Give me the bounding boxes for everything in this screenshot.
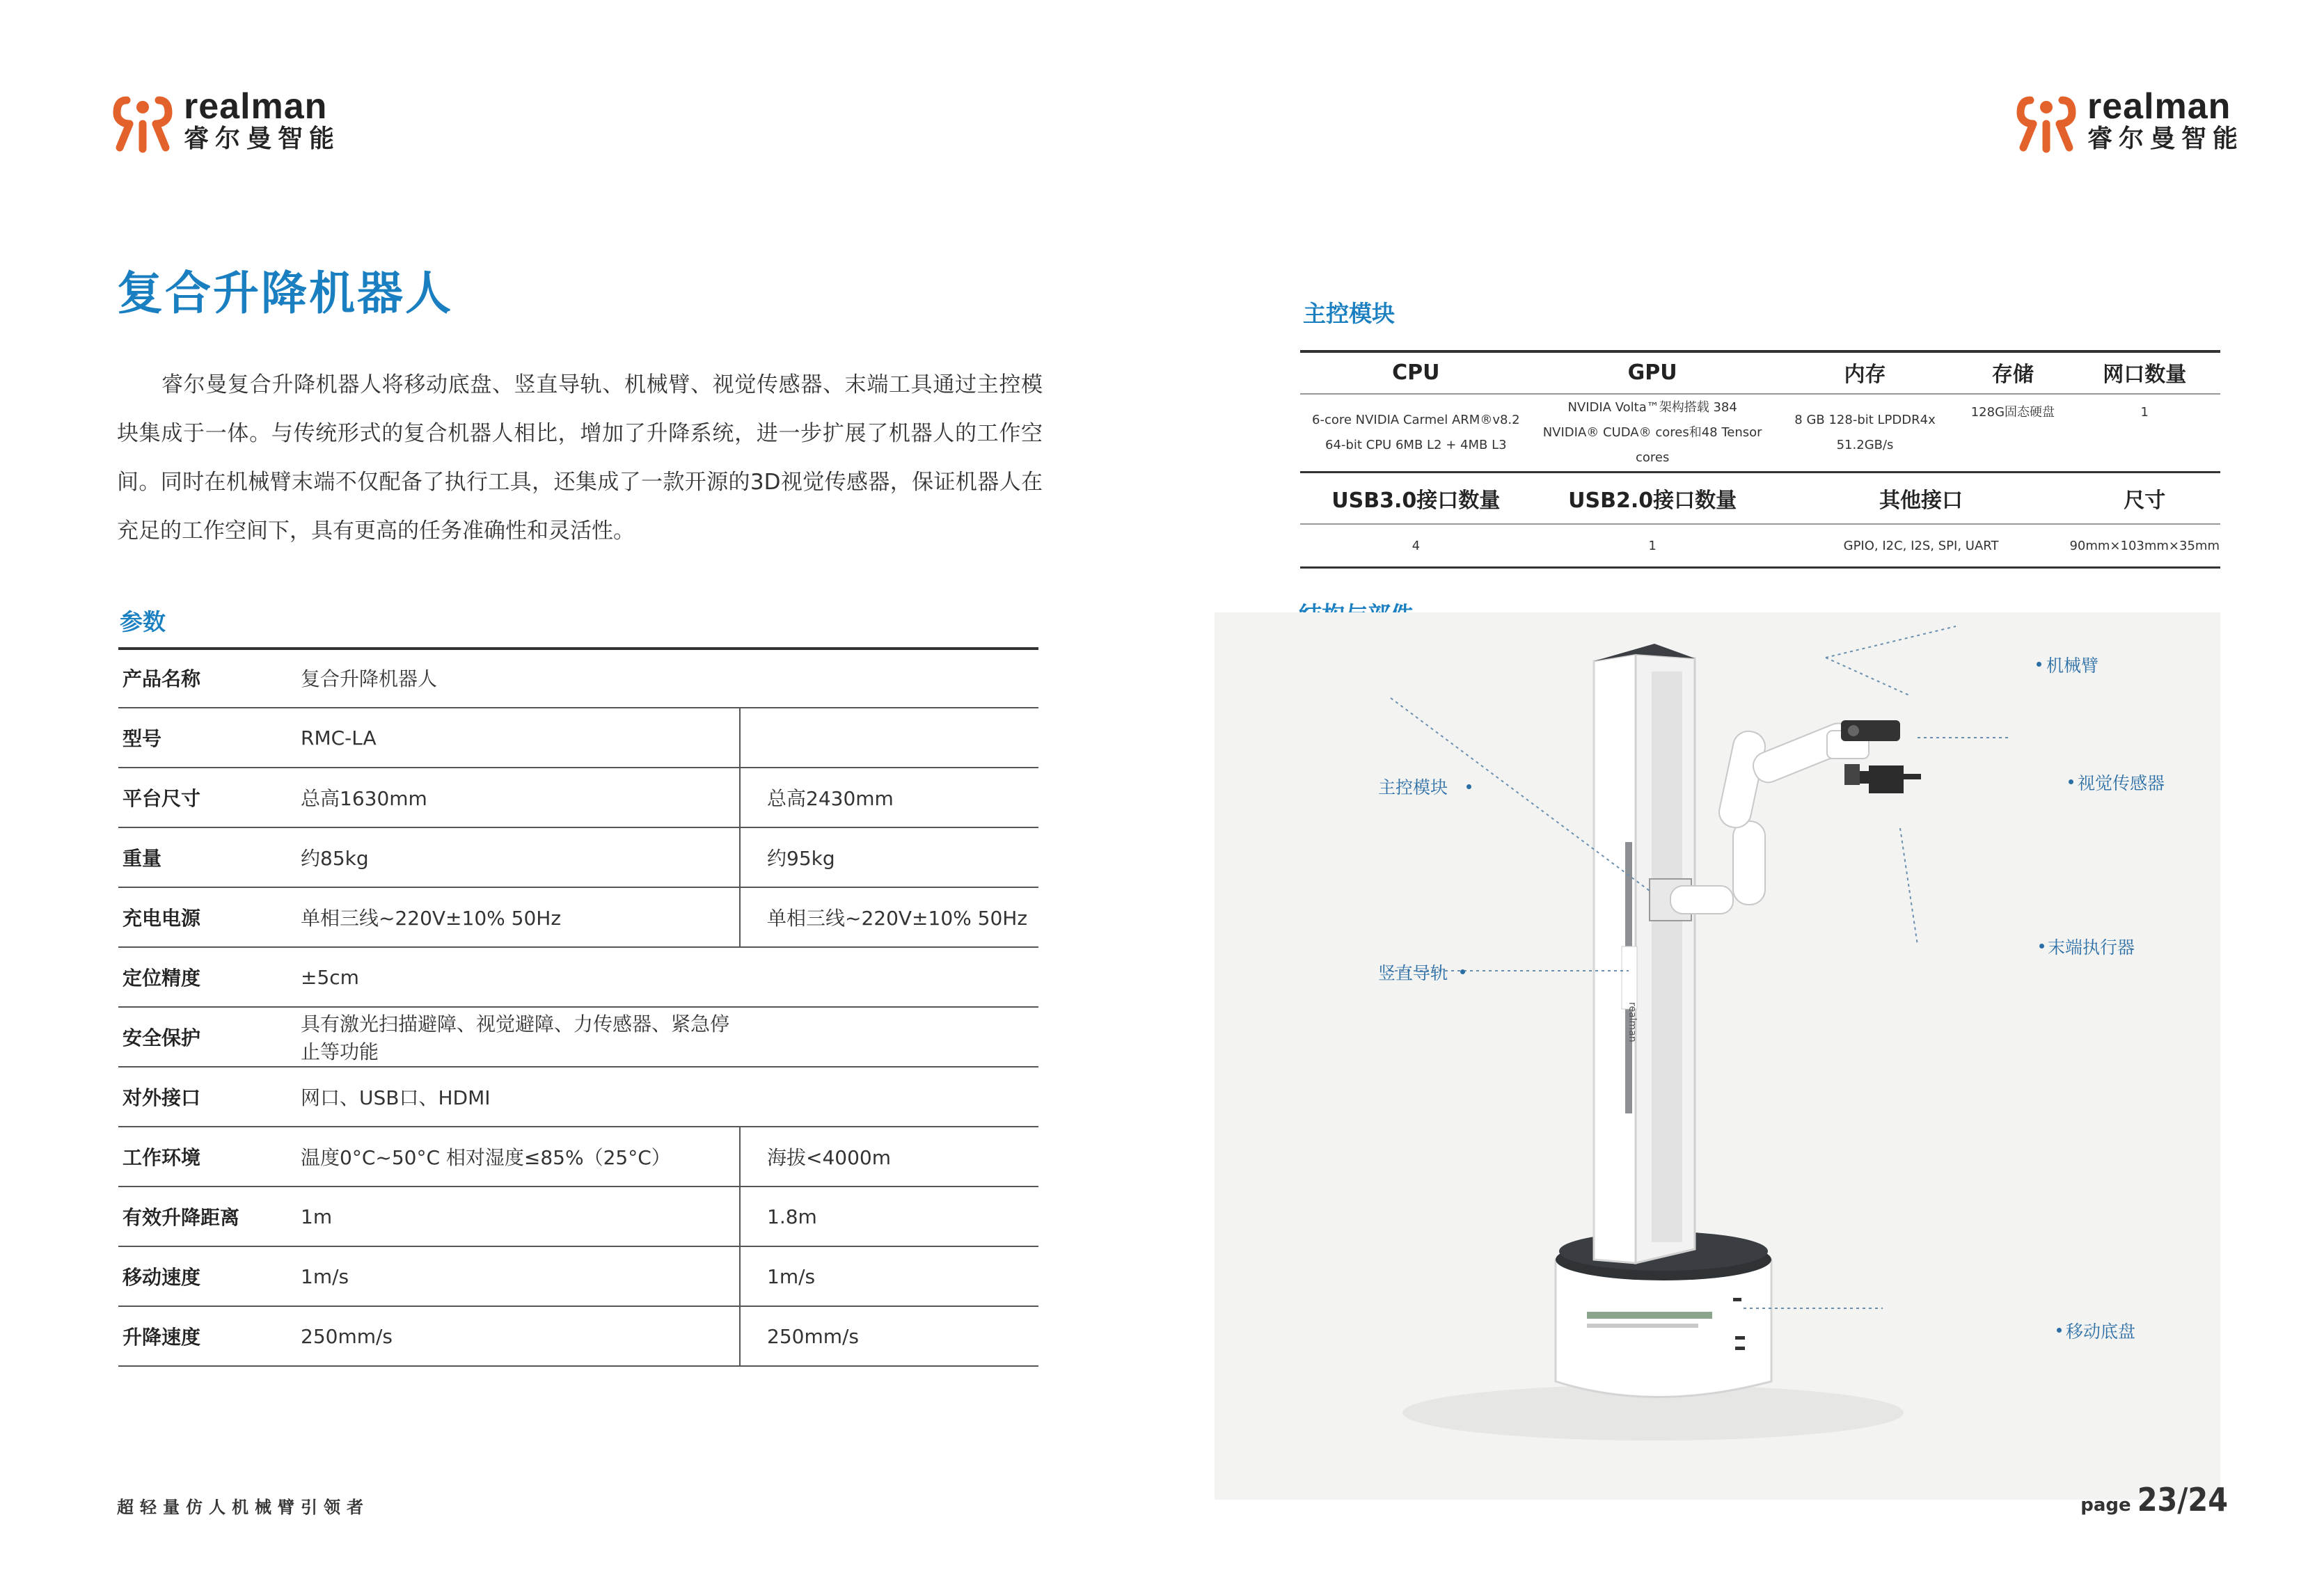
params-row (118, 768, 1038, 827)
callout-main-control: 主控模块 (1378, 777, 1448, 798)
param-label: 重量 (122, 847, 162, 870)
control-value (1532, 394, 1773, 473)
control-value-line: 8 GB 128-bit LPDDR4x (1794, 413, 1936, 427)
control-header: USB3.0接口数量 (1300, 473, 1532, 525)
control-header: 尺寸 (2069, 473, 2220, 525)
realman-logo-icon (2015, 90, 2078, 153)
param-value-1: 单相三线~220V±10% 50Hz (301, 907, 562, 930)
param-value-2 (740, 708, 1038, 768)
control-value-line: 51.2GB/s (1836, 438, 1894, 452)
control-value-line: 6-core NVIDIA Carmel ARM®v8.2 (1312, 413, 1520, 427)
params-row (118, 1127, 1038, 1187)
control-value: GPIO, I2C, I2S, SPI, UART (1773, 524, 2069, 568)
param-value-2: 海拔<4000m (740, 1127, 1038, 1187)
control-value-line: 128G固态硬盘 (1970, 405, 2055, 420)
control-value (1957, 394, 2069, 473)
params-heading: 参数 (120, 608, 166, 635)
param-label: 对外接口 (122, 1086, 201, 1109)
param-value-1: 1m/s (301, 1264, 349, 1288)
param-value-2: 单相三线~220V±10% 50Hz (740, 887, 1038, 947)
control-heading: 主控模块 (1303, 300, 1395, 327)
params-row (118, 1246, 1038, 1306)
param-value-1: ±5cm (301, 965, 359, 989)
params-row (118, 1306, 1038, 1366)
param-value-1: RMC-LA (301, 726, 377, 749)
control-header: 内存 (1844, 363, 1886, 387)
params-row (118, 947, 1038, 1007)
control-header: 存储 (1991, 363, 2034, 387)
param-value-1: 具有激光扫描避障、视觉避障、力传感器、紧急停止等功能 (301, 1013, 730, 1063)
page-number (2080, 1481, 2228, 1518)
param-label: 移动速度 (122, 1266, 201, 1289)
control-header: 网口数量 (2103, 363, 2187, 387)
params-row (118, 708, 1038, 768)
callout-effector: 末端执行器 (2048, 937, 2135, 958)
brand-logo-right (2015, 87, 2244, 157)
robot-image (1215, 612, 2220, 1500)
params-table (118, 649, 1038, 1367)
param-label: 产品名称 (122, 667, 201, 690)
control-value (1773, 394, 1957, 473)
param-value-1: 复合升降机器人 (301, 667, 438, 690)
control-value-line: 64-bit CPU 6MB L2 + 4MB L3 (1325, 438, 1507, 452)
param-label: 升降速度 (122, 1326, 201, 1349)
control-header: CPU (1392, 360, 1440, 385)
control-value: 1 (1532, 524, 1773, 568)
param-value-1: 温度0°C~50°C 相对湿度≤85%（25°C） (301, 1146, 671, 1169)
control-value (1300, 394, 1532, 473)
callout-rail: 竖直导轨 (1378, 963, 1448, 983)
callout-base: 移动底盘 (2066, 1322, 2136, 1342)
callout-dot-effector (2039, 944, 2044, 949)
control-table (1300, 351, 2220, 569)
param-label: 充电电源 (122, 907, 201, 930)
param-value-1: 250mm/s (301, 1324, 393, 1348)
param-label: 型号 (122, 727, 162, 750)
callout-dot-arm (2037, 662, 2041, 667)
param-value-2: 250mm/s (740, 1306, 1038, 1366)
page-title: 复合升降机器人 (117, 267, 453, 320)
params-row (118, 827, 1038, 887)
control-value-line: NVIDIA Volta™架构搭载 384 (1567, 400, 1737, 415)
param-value-2: 1m/s (740, 1246, 1038, 1306)
params-row (118, 1067, 1038, 1127)
brand-name-cn: 睿尔曼智能 (2087, 125, 2245, 153)
param-value-1: 约85kg (301, 847, 369, 870)
control-value: 4 (1300, 524, 1532, 568)
control-value (2069, 394, 2220, 473)
params-row (118, 649, 1038, 708)
intro-paragraph: 睿尔曼复合升降机器人将移动底盘、竖直导轨、机械臂、视觉传感器、末端工具通过主控模块集成于一体。与传统形式的复合机器人相比，增加了升降系统，进一步扩展了机器人的工作空间。同时在机械臂末端不仅配备了执行工具，还集成了一款开源的3D视觉传感器，保证机器人在充足的工作空间下，具有更高的任务准确性和灵活性。 (117, 372, 1043, 543)
param-label: 平台尺寸 (122, 787, 201, 810)
params-row (118, 1007, 1038, 1067)
param-value-2 (740, 947, 1038, 1007)
control-value-line: 1 (2140, 405, 2149, 420)
param-value-1: 总高1630mm (301, 787, 427, 810)
brand-name-cn: 睿尔曼智能 (184, 125, 341, 153)
param-label: 安全保护 (122, 1026, 201, 1049)
footer-slogan: 超轻量仿人机械臂引领者 (117, 1498, 370, 1517)
param-value-1: 1m (301, 1205, 333, 1228)
control-value: 90mm×103mm×35mm (2069, 524, 2220, 568)
control-header: GPU (1627, 360, 1677, 385)
param-value-2: 约95kg (740, 827, 1038, 887)
control-header: 其他接口 (1773, 473, 2069, 525)
param-value-2: 1.8m (740, 1187, 1038, 1246)
param-value-1: 网口、USB口、HDMI (301, 1086, 491, 1109)
param-label: 有效升降距离 (122, 1206, 240, 1229)
page-num: 23/24 (2137, 1481, 2228, 1518)
control-header: USB2.0接口数量 (1532, 473, 1773, 525)
brand-name-en: realman (2087, 86, 2231, 127)
param-value-2 (740, 1007, 1038, 1067)
callout-arm: 机械臂 (2046, 656, 2099, 676)
callout-vision: 视觉传感器 (2078, 773, 2165, 793)
brand-logo-left (111, 87, 340, 157)
param-value-2 (740, 1067, 1038, 1127)
robot-label: realman (1627, 1002, 1638, 1042)
callout-dot-rail (1460, 969, 1465, 974)
callout-dot-main (1467, 784, 1471, 789)
param-label: 工作环境 (122, 1146, 201, 1169)
params-row (118, 1187, 1038, 1246)
control-value-line: NVIDIA® CUDA® cores和48 Tensor cores (1542, 425, 1762, 465)
param-value-2: 总高2430mm (740, 768, 1038, 827)
param-label: 定位精度 (122, 967, 201, 990)
callout-dot-vision (2069, 779, 2073, 784)
callout-dot-base (2057, 1328, 2062, 1333)
params-row (118, 887, 1038, 947)
realman-logo-icon (111, 90, 174, 153)
page-prefix: page (2080, 1495, 2131, 1516)
robot-illustration (1215, 612, 2220, 1500)
brand-name-en: realman (184, 86, 328, 127)
param-value-2 (740, 649, 1038, 708)
